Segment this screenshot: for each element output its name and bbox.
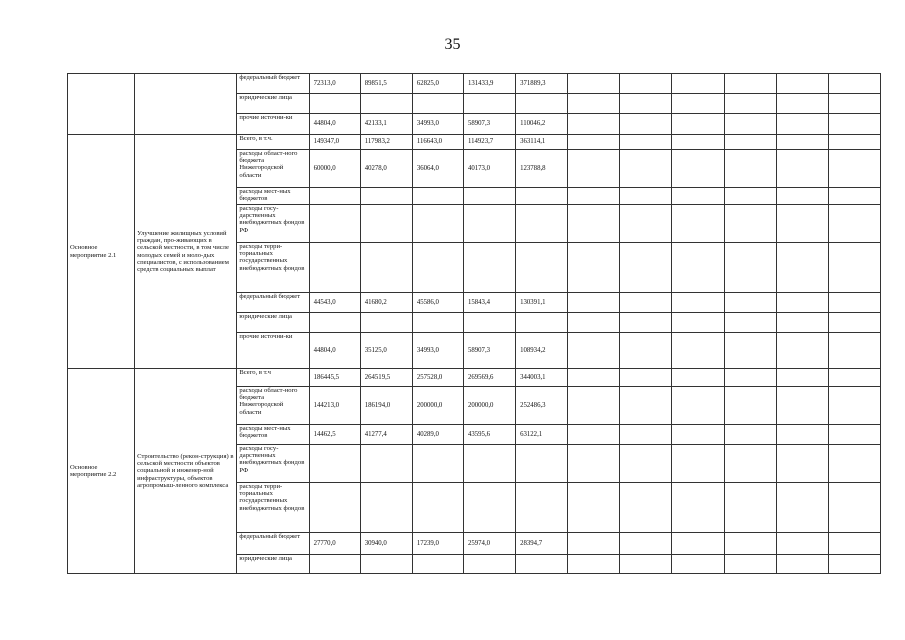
amount-cell — [516, 243, 568, 293]
empty-cell — [776, 533, 828, 555]
amount-cell: 58907,3 — [463, 333, 515, 369]
amount-cell: 60000,0 — [309, 150, 360, 188]
empty-cell — [776, 188, 828, 205]
funding-source-label: расходы област-ного бюджета Нижегородской области — [237, 387, 309, 425]
empty-cell — [620, 445, 672, 483]
empty-cell — [620, 205, 672, 243]
empty-cell — [724, 425, 776, 445]
amount-cell: 114923,7 — [463, 135, 515, 150]
amount-cell — [309, 555, 360, 574]
amount-cell — [516, 445, 568, 483]
funding-source-label: Всего, в т.ч — [237, 369, 309, 387]
empty-cell — [620, 94, 672, 114]
empty-cell — [568, 205, 620, 243]
empty-cell — [568, 94, 620, 114]
measure-code-cell — [68, 74, 135, 135]
amount-cell — [360, 205, 412, 243]
empty-cell — [672, 533, 724, 555]
amount-cell: 25974,0 — [463, 533, 515, 555]
amount-cell — [309, 313, 360, 333]
amount-cell — [412, 94, 463, 114]
empty-cell — [620, 483, 672, 533]
amount-cell: 14462,5 — [309, 425, 360, 445]
amount-cell — [463, 243, 515, 293]
empty-cell — [620, 313, 672, 333]
empty-cell — [828, 369, 880, 387]
measure-title-cell: Строительство (рекон-струкция) в сельской местности объектов социальной и инженер-ной инфраструктуры, объектов агропромыш-ленного комплекса — [135, 369, 237, 574]
empty-cell — [568, 445, 620, 483]
amount-cell — [309, 483, 360, 533]
amount-cell — [463, 555, 515, 574]
empty-cell — [828, 243, 880, 293]
page-number: 35 — [444, 36, 461, 53]
amount-cell — [412, 205, 463, 243]
amount-cell: 108934,2 — [516, 333, 568, 369]
amount-cell — [463, 94, 515, 114]
amount-cell: 363114,1 — [516, 135, 568, 150]
amount-cell: 63122,1 — [516, 425, 568, 445]
empty-cell — [672, 188, 724, 205]
empty-cell — [776, 74, 828, 94]
amount-cell: 41680,2 — [360, 293, 412, 313]
empty-cell — [620, 425, 672, 445]
empty-cell — [828, 205, 880, 243]
amount-cell — [463, 205, 515, 243]
amount-cell: 89851,5 — [360, 74, 412, 94]
empty-cell — [776, 425, 828, 445]
empty-cell — [672, 243, 724, 293]
empty-cell — [724, 369, 776, 387]
empty-cell — [568, 114, 620, 135]
amount-cell — [309, 188, 360, 205]
empty-cell — [828, 333, 880, 369]
empty-cell — [620, 333, 672, 369]
funding-source-label: федеральный бюджет — [237, 293, 309, 313]
empty-cell — [568, 313, 620, 333]
empty-cell — [776, 205, 828, 243]
empty-cell — [724, 74, 776, 94]
empty-cell — [568, 533, 620, 555]
empty-cell — [672, 114, 724, 135]
amount-cell: 200000,0 — [412, 387, 463, 425]
empty-cell — [724, 135, 776, 150]
measure-code-cell: Основное мероприятие 2.2 — [68, 369, 135, 574]
empty-cell — [776, 150, 828, 188]
empty-cell — [724, 205, 776, 243]
table-row — [68, 74, 881, 94]
amount-cell: 30940,0 — [360, 533, 412, 555]
empty-cell — [828, 188, 880, 205]
empty-cell — [724, 313, 776, 333]
funding-source-label: расходы терри-ториальных государственных внебюджетных фондов — [237, 483, 309, 533]
amount-cell: 28394,7 — [516, 533, 568, 555]
funding-source-label: прочие источни-ки — [237, 114, 309, 135]
amount-cell — [463, 483, 515, 533]
amount-cell — [412, 188, 463, 205]
empty-cell — [620, 74, 672, 94]
empty-cell — [620, 387, 672, 425]
amount-cell: 34993,0 — [412, 114, 463, 135]
budget-table — [67, 73, 881, 574]
empty-cell — [776, 483, 828, 533]
empty-cell — [672, 369, 724, 387]
empty-cell — [568, 387, 620, 425]
funding-source-label: расходы госу-дарственных внебюджетных фондов РФ — [237, 205, 309, 243]
amount-cell — [516, 188, 568, 205]
funding-source-label: юридические лица — [237, 555, 309, 574]
empty-cell — [568, 425, 620, 445]
amount-cell — [360, 483, 412, 533]
empty-cell — [568, 188, 620, 205]
empty-cell — [568, 333, 620, 369]
amount-cell: 40173,0 — [463, 150, 515, 188]
empty-cell — [568, 483, 620, 533]
empty-cell — [724, 555, 776, 574]
empty-cell — [620, 293, 672, 313]
amount-cell: 15843,4 — [463, 293, 515, 313]
amount-cell — [360, 243, 412, 293]
measure-code-cell: Основное мероприятие 2.1 — [68, 135, 135, 369]
empty-cell — [724, 150, 776, 188]
empty-cell — [724, 533, 776, 555]
amount-cell: 62825,0 — [412, 74, 463, 94]
amount-cell — [309, 94, 360, 114]
funding-source-label: федеральный бюджет — [237, 74, 309, 94]
amount-cell: 131433,9 — [463, 74, 515, 94]
empty-cell — [672, 293, 724, 313]
empty-cell — [724, 333, 776, 369]
empty-cell — [672, 483, 724, 533]
amount-cell: 130391,1 — [516, 293, 568, 313]
empty-cell — [776, 243, 828, 293]
amount-cell: 123788,8 — [516, 150, 568, 188]
funding-source-label: юридические лица — [237, 313, 309, 333]
amount-cell: 186194,0 — [360, 387, 412, 425]
amount-cell: 44804,0 — [309, 114, 360, 135]
empty-cell — [568, 555, 620, 574]
empty-cell — [672, 425, 724, 445]
empty-cell — [672, 94, 724, 114]
empty-cell — [828, 445, 880, 483]
amount-cell — [412, 445, 463, 483]
amount-cell: 40289,0 — [412, 425, 463, 445]
empty-cell — [672, 313, 724, 333]
amount-cell — [463, 313, 515, 333]
table-row — [68, 369, 881, 387]
amount-cell: 186445,5 — [309, 369, 360, 387]
measure-title-cell — [135, 74, 237, 135]
measure-title-cell: Улучшение жилищных условий граждан, про-живающих в сельской местности, в том числе молодых семей и моло-дых специалистов, с использованием средств социальных выплат — [135, 135, 237, 369]
empty-cell — [672, 135, 724, 150]
empty-cell — [568, 369, 620, 387]
empty-cell — [620, 369, 672, 387]
empty-cell — [776, 313, 828, 333]
amount-cell — [463, 188, 515, 205]
amount-cell — [516, 94, 568, 114]
empty-cell — [724, 188, 776, 205]
empty-cell — [724, 387, 776, 425]
empty-cell — [724, 483, 776, 533]
amount-cell: 45586,0 — [412, 293, 463, 313]
amount-cell — [360, 313, 412, 333]
empty-cell — [828, 293, 880, 313]
amount-cell — [309, 243, 360, 293]
empty-cell — [828, 94, 880, 114]
amount-cell: 371889,3 — [516, 74, 568, 94]
amount-cell — [309, 205, 360, 243]
funding-source-label: федеральный бюджет — [237, 533, 309, 555]
amount-cell: 257528,0 — [412, 369, 463, 387]
empty-cell — [776, 387, 828, 425]
empty-cell — [828, 74, 880, 94]
empty-cell — [828, 483, 880, 533]
amount-cell — [516, 555, 568, 574]
amount-cell — [360, 555, 412, 574]
amount-cell: 116643,0 — [412, 135, 463, 150]
empty-cell — [672, 333, 724, 369]
empty-cell — [828, 387, 880, 425]
amount-cell: 40278,0 — [360, 150, 412, 188]
funding-source-label: расходы мест-ных бюджетов — [237, 188, 309, 205]
empty-cell — [620, 533, 672, 555]
empty-cell — [672, 555, 724, 574]
amount-cell: 200000,0 — [463, 387, 515, 425]
amount-cell: 344003,1 — [516, 369, 568, 387]
amount-cell: 117983,2 — [360, 135, 412, 150]
amount-cell: 43595,6 — [463, 425, 515, 445]
amount-cell: 36064,0 — [412, 150, 463, 188]
funding-source-label: расходы терри-ториальных государственных внебюджетных фондов — [237, 243, 309, 293]
amount-cell — [309, 445, 360, 483]
empty-cell — [672, 445, 724, 483]
empty-cell — [724, 94, 776, 114]
empty-cell — [776, 135, 828, 150]
empty-cell — [828, 313, 880, 333]
funding-source-label: расходы госу-дарственных внебюджетных фондов РФ — [237, 445, 309, 483]
amount-cell — [516, 483, 568, 533]
empty-cell — [724, 114, 776, 135]
amount-cell — [360, 188, 412, 205]
empty-cell — [776, 114, 828, 135]
empty-cell — [672, 74, 724, 94]
amount-cell: 35125,0 — [360, 333, 412, 369]
amount-cell: 41277,4 — [360, 425, 412, 445]
empty-cell — [828, 425, 880, 445]
empty-cell — [568, 150, 620, 188]
amount-cell: 269569,6 — [463, 369, 515, 387]
amount-cell — [463, 445, 515, 483]
empty-cell — [828, 114, 880, 135]
amount-cell: 264519,5 — [360, 369, 412, 387]
empty-cell — [568, 74, 620, 94]
empty-cell — [776, 445, 828, 483]
empty-cell — [568, 293, 620, 313]
empty-cell — [620, 243, 672, 293]
table-row — [68, 135, 881, 150]
amount-cell — [516, 313, 568, 333]
empty-cell — [776, 369, 828, 387]
empty-cell — [828, 150, 880, 188]
empty-cell — [620, 188, 672, 205]
funding-source-label: Всего, в т.ч. — [237, 135, 309, 150]
amount-cell: 44804,0 — [309, 333, 360, 369]
amount-cell — [412, 483, 463, 533]
empty-cell — [724, 243, 776, 293]
amount-cell: 149347,0 — [309, 135, 360, 150]
amount-cell: 110046,2 — [516, 114, 568, 135]
empty-cell — [776, 293, 828, 313]
empty-cell — [672, 150, 724, 188]
amount-cell: 34993,0 — [412, 333, 463, 369]
empty-cell — [776, 555, 828, 574]
amount-cell — [516, 205, 568, 243]
amount-cell — [360, 445, 412, 483]
empty-cell — [620, 135, 672, 150]
amount-cell — [412, 555, 463, 574]
amount-cell — [360, 94, 412, 114]
amount-cell: 252486,3 — [516, 387, 568, 425]
empty-cell — [776, 94, 828, 114]
empty-cell — [724, 293, 776, 313]
empty-cell — [568, 135, 620, 150]
empty-cell — [568, 243, 620, 293]
empty-cell — [620, 114, 672, 135]
empty-cell — [776, 333, 828, 369]
empty-cell — [724, 445, 776, 483]
empty-cell — [672, 205, 724, 243]
funding-source-label: юридические лица — [237, 94, 309, 114]
empty-cell — [828, 555, 880, 574]
amount-cell: 58907,3 — [463, 114, 515, 135]
empty-cell — [620, 555, 672, 574]
amount-cell: 72313,0 — [309, 74, 360, 94]
amount-cell — [412, 243, 463, 293]
amount-cell: 27770,0 — [309, 533, 360, 555]
empty-cell — [620, 150, 672, 188]
empty-cell — [672, 387, 724, 425]
amount-cell: 17239,0 — [412, 533, 463, 555]
amount-cell: 44543,0 — [309, 293, 360, 313]
empty-cell — [828, 135, 880, 150]
amount-cell: 42133,1 — [360, 114, 412, 135]
funding-source-label: расходы мест-ных бюджетов — [237, 425, 309, 445]
amount-cell — [412, 313, 463, 333]
empty-cell — [828, 533, 880, 555]
amount-cell: 144213,0 — [309, 387, 360, 425]
funding-source-label: прочие источни-ки — [237, 333, 309, 369]
funding-source-label: расходы област-ного бюджета Нижегородской области — [237, 150, 309, 188]
